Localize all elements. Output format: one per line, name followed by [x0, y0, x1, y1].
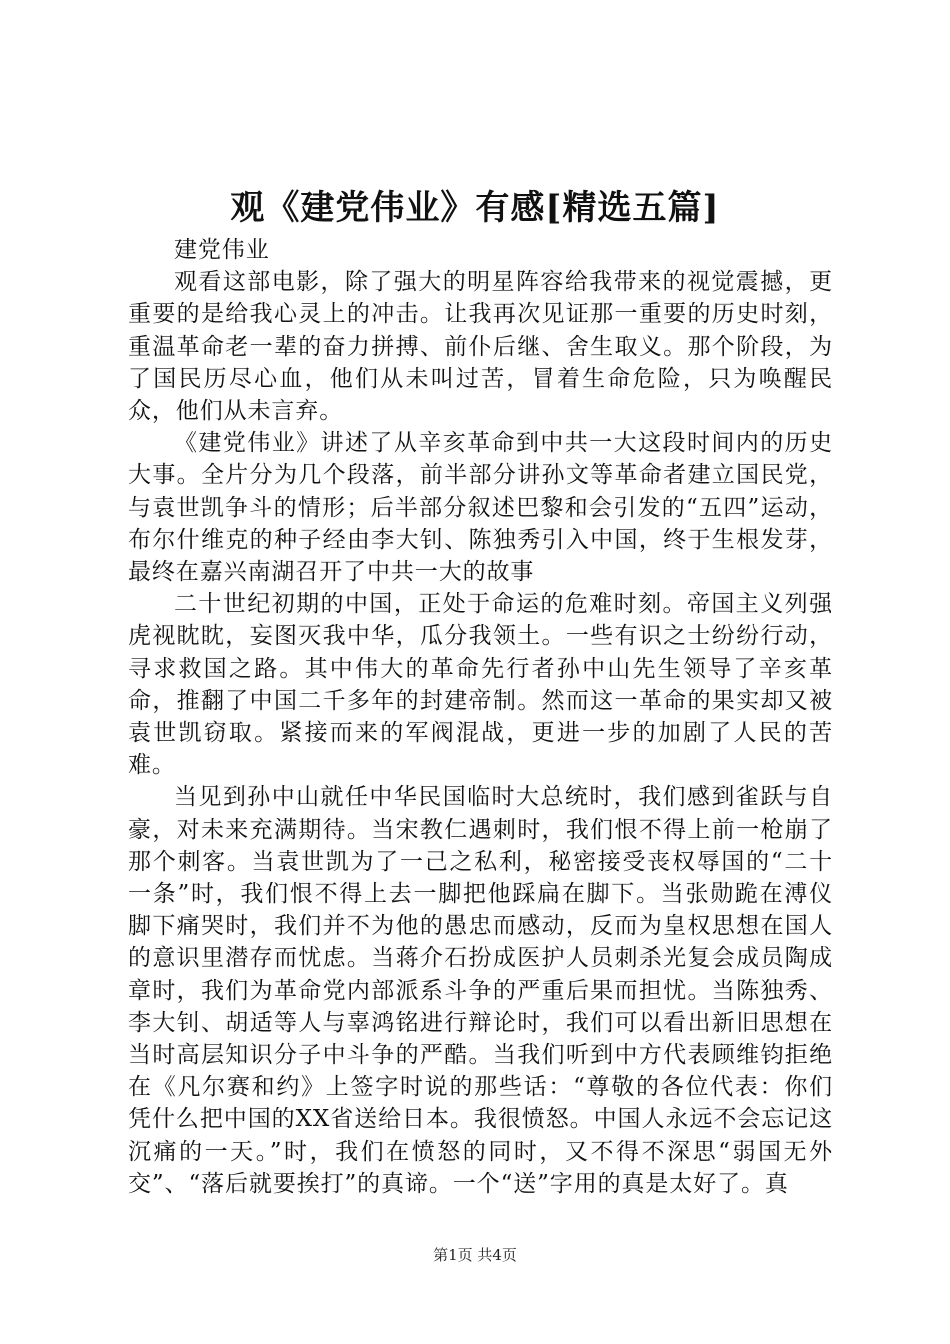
paragraph: 《建党伟业》讲述了从辛亥革命到中共一大这段时间内的历史大事。全片分为几个段落，前半部分讲孙文等革命者建立国民党，与袁世凯争斗的情形；后半部分叙述巴黎和会引发的“五四”运动，布尔什维克的种子经由李大钊、陈独秀引入中国，终于生根发芽，最终在嘉兴南湖召开了中共一大的故事: [128, 430, 833, 586]
paragraph-subtitle: 建党伟业: [174, 237, 270, 263]
document-title: 观《建党伟业》有感[精选五篇]: [230, 188, 720, 228]
paragraph: 二十世纪初期的中国，正处于命运的危难时刻。帝国主义列强虎视眈眈，妄图灭我中华，瓜分我领土。一些有识之士纷纷行动，寻求救国之路。其中伟大的革命先行者孙中山先生领导了辛亥革命，推翻了中国二千多年的封建帝制。然而这一革命的果实却又被袁世凯窃取。紧接而来的军阀混战，更进一步的加剧了人民的苦难。: [128, 591, 833, 779]
document-body: [128, 234, 833, 1200]
paragraph: 观看这部电影，除了强大的明星阵容给我带来的视觉震撼，更重要的是给我心灵上的冲击。让我再次见证那一重要的历史时刻，重温革命老一辈的奋力拼搏、前仆后继、舍生取义。那个阶段，为了国民历尽心血，他们从未叫过苦，冒着生命危险，只为唤醒民众，他们从未言弃。: [128, 269, 833, 425]
paragraph: 当见到孙中山就任中华民国临时大总统时，我们感到雀跃与自豪，对未来充满期待。当宋教仁遇刺时，我们恨不得上前一枪崩了那个刺客。当袁世凯为了一己之私利，秘密接受丧权辱国的“二十一条”时，我们恨不得上去一脚把他踩扁在脚下。当张勋跪在溥仪脚下痛哭时，我们并不为他的愚忠而感动，反而为皇权思想在国人的意识里潜存而忧虑。当蒋介石扮成医护人员刺杀光复会成员陶成章时，我们为革命党内部派系斗争的严重后果而担忧。当陈独秀、李大钊、胡适等人与辜鸿铭进行辩论时，我们可以看出新旧思想在当时高层知识分子中斗争的严酷。当我们听到中方代表顾维钧拒绝在《凡尔赛和约》上签字时说的那些话：“尊敬的各位代表：你们凭什么把中国的XX省送给日本。我很愤怒。中国人永远不会忘记这沉痛的一天。”时，我们在愤怒的同时，又不得不深思“弱国无外交”、“落后就要挨打”的真谛。一个“送”字用的真是太好了。真: [128, 784, 833, 1197]
page-footer: 第1页 共4页: [433, 1246, 517, 1264]
